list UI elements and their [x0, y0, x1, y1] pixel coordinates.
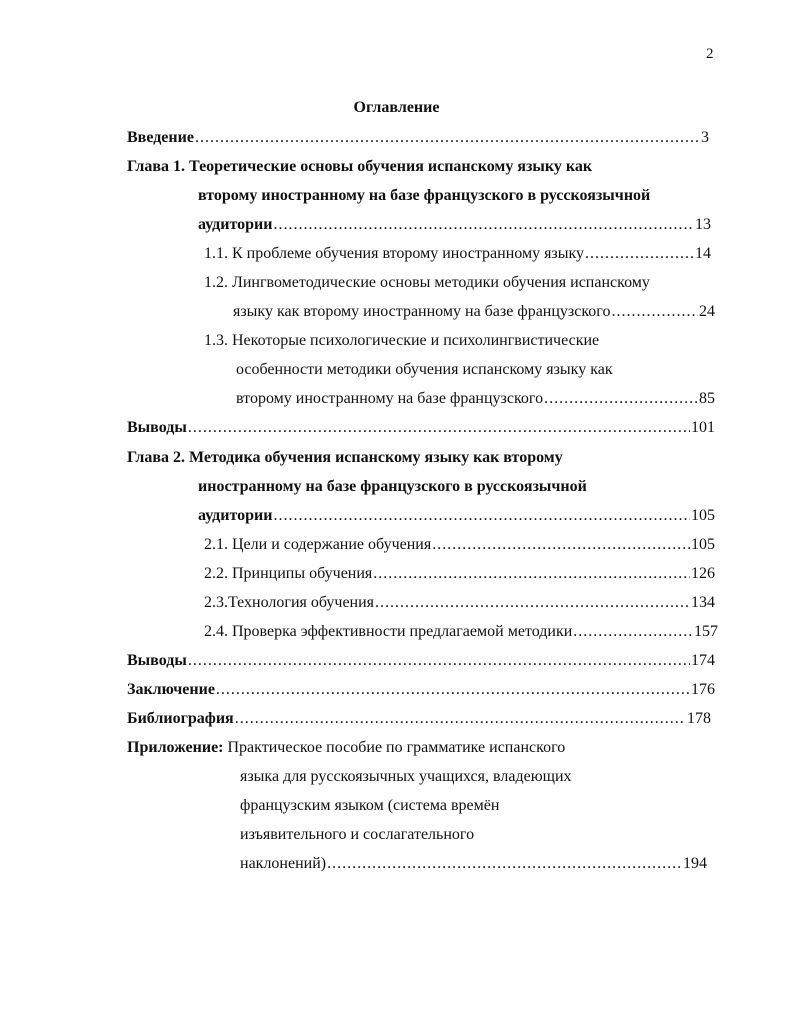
toc-section-1-1[interactable]: [204, 244, 711, 264]
toc-entry-bibliography[interactable]: [127, 709, 711, 729]
toc-section-2-1[interactable]: [204, 535, 715, 555]
appendix-title-line: наклонений): [240, 855, 327, 872]
toc-page-number: 134: [691, 594, 715, 611]
toc-entry-conclusions-1[interactable]: [127, 418, 715, 438]
toc-chapter-1-heading[interactable]: [127, 157, 592, 177]
toc-entry-chapter-1[interactable]: [198, 215, 711, 235]
toc-entry-label: Выводы: [127, 419, 187, 436]
toc-page-number: 157: [694, 623, 718, 640]
dot-leader: [273, 506, 690, 526]
toc-entry-appendix[interactable]: [240, 854, 707, 874]
section-title[interactable]: 1.3. Некоторые психологические и психолингвистические: [204, 332, 600, 349]
section-title-line: особенности методики обучения испанскому языку как: [236, 361, 613, 378]
chapter-title-line: второму иностранному на базе французского в русскоязычной: [198, 187, 651, 204]
appendix-title-line: французским языком (система времён: [240, 797, 500, 814]
toc-page-number: 101: [691, 419, 715, 436]
toc-entry-label: Библиография: [127, 710, 234, 727]
dot-leader: [611, 302, 698, 322]
section-title[interactable]: 1.2. Лингвометодические основы методики обучения испанскому: [204, 274, 650, 291]
dot-leader: [235, 709, 686, 729]
dot-leader: [188, 418, 690, 438]
appendix-title-line: Практическое пособие по грамматике испанского: [227, 739, 566, 756]
dot-leader: [432, 535, 690, 555]
toc-page-number: 105: [691, 507, 715, 524]
section-title: 1.1. К проблеме обучения второму иностранному языку: [204, 245, 585, 262]
toc-section-2-2[interactable]: [204, 564, 715, 584]
toc-page-number: 24: [699, 303, 715, 320]
toc-section-1-3[interactable]: [236, 389, 715, 409]
toc-entry-conclusion[interactable]: [127, 680, 715, 700]
toc-entry-conclusions-2[interactable]: [127, 651, 715, 671]
section-title: 2.4. Проверка эффективности предлагаемой методики: [204, 623, 573, 640]
toc-page-number: 176: [691, 681, 715, 698]
toc-section-2-4[interactable]: [204, 622, 718, 642]
appendix-title-line: языка для русскоязычных учащихся, владеющих: [240, 768, 572, 785]
chapter-title-line: Методика обучения испанскому языку как второму: [189, 449, 563, 466]
toc-page-number: 13: [695, 216, 711, 233]
toc-entry-label: Выводы: [127, 652, 187, 669]
section-title: 2.2. Принципы обучения: [204, 565, 373, 582]
toc-entry-label: Введение: [127, 129, 194, 146]
dot-leader: [375, 593, 690, 613]
dot-leader: [585, 244, 694, 264]
chapter-title-line: Теоретические основы обучения испанскому языку как: [189, 158, 593, 175]
dot-leader: [216, 680, 690, 700]
toc-page-number: 194: [683, 855, 707, 872]
toc-page-number: 126: [691, 565, 715, 582]
section-title: 2.3.Технология обучения: [204, 594, 375, 611]
toc-page-number: 14: [695, 245, 711, 262]
dot-leader: [195, 128, 700, 148]
toc-chapter-2-heading[interactable]: [127, 448, 563, 468]
dot-leader: [573, 622, 693, 642]
toc-entry-label: Заключение: [127, 681, 215, 698]
section-title-line: языку как второму иностранному на базе французского: [233, 303, 611, 320]
dot-leader: [373, 564, 690, 584]
section-title-line: второму иностранному на базе французского: [236, 390, 544, 407]
toc-section-1-2[interactable]: [233, 302, 715, 322]
toc-entry-introduction[interactable]: [127, 128, 709, 148]
dot-leader: [188, 651, 690, 671]
toc-entry-label: Приложение:: [127, 739, 224, 756]
section-title: 2.1. Цели и содержание обучения: [204, 536, 432, 553]
toc-section-2-3[interactable]: [204, 593, 715, 613]
toc-page-number: 178: [687, 710, 711, 727]
toc-title: Оглавление: [353, 99, 440, 116]
chapter-prefix: Глава 2.: [127, 449, 185, 466]
chapter-prefix: Глава 1.: [127, 158, 185, 175]
toc-entry-chapter-2[interactable]: [198, 506, 715, 526]
toc-page-number: 85: [699, 390, 715, 407]
dot-leader: [327, 854, 682, 874]
dot-leader: [544, 389, 698, 409]
toc-appendix-heading[interactable]: [127, 738, 565, 758]
page-number: 2: [706, 46, 714, 62]
appendix-title-line: изъявительного и сослагательного: [240, 826, 475, 843]
toc-page-number: 174: [691, 652, 715, 669]
chapter-title-line: иностранному на базе французского в русскоязычной: [198, 478, 587, 495]
chapter-title-line: аудитории: [198, 216, 273, 233]
toc-page-number: 105: [691, 536, 715, 553]
toc-page-number: 3: [701, 129, 709, 146]
chapter-title-line: аудитории: [198, 507, 273, 524]
dot-leader: [273, 215, 694, 235]
